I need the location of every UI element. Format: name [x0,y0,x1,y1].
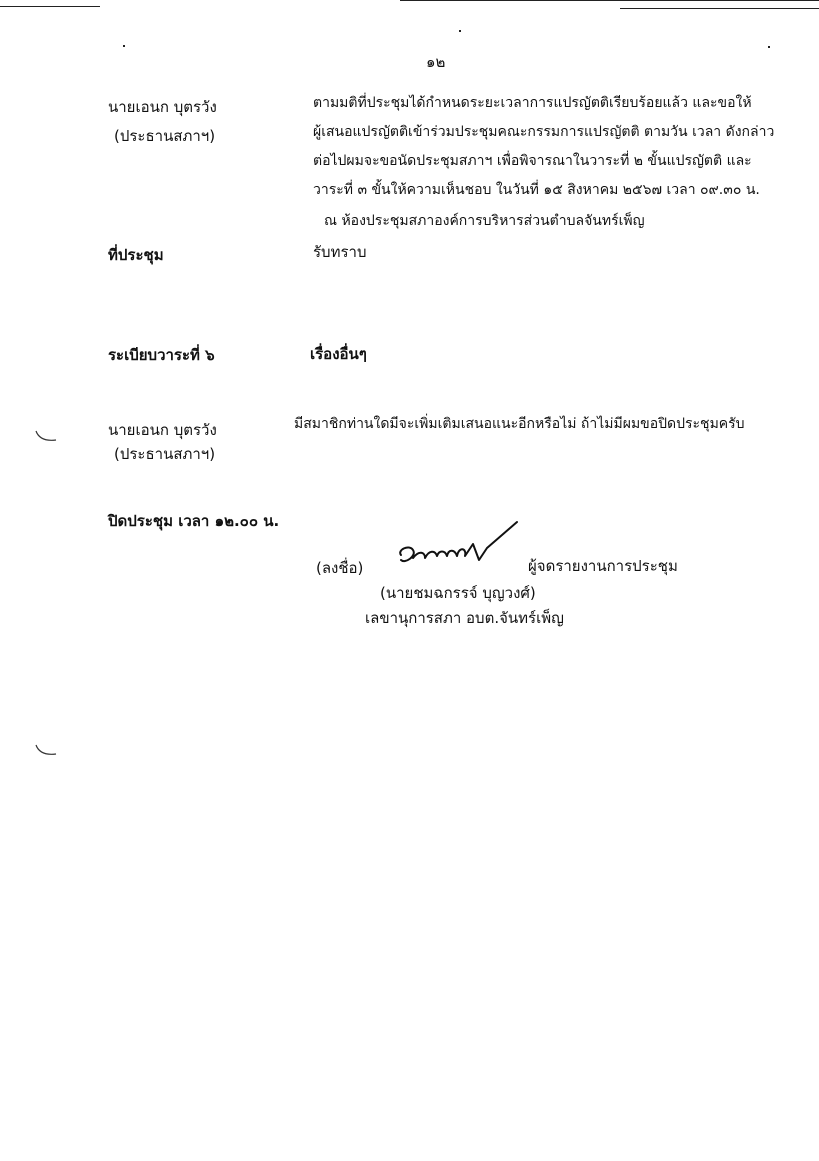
resolution-label: ที่ประชุม [108,246,164,264]
body-line: มีสมาชิกท่านใดมีจะเพิ่มเติมเสนอแนะอีกหรือไม่ ถ้าไม่มีผมขอปิดประชุมครับ [294,416,745,432]
sign-role: ผู้จดรายงานการประชุม [528,557,678,575]
sign-name: (นายชมฉกรรจ์ บุญวงศ์) [380,584,536,602]
resolution-text: รับทราบ [313,243,367,261]
speaker-name: นายเอนก บุตรวัง [108,421,217,439]
handwritten-signature [395,520,525,575]
body-line: ต่อไปผมจะขอนัดประชุมสภาฯ เพื่อพิจารณาในวาระที่ ๒ ขั้นแปรญัตติ และ [313,153,752,169]
scan-mark-hook [34,742,64,762]
body-line: ตามมติที่ประชุมได้กำหนดระยะเวลาการแปรญัตติเรียบร้อยแล้ว และขอให้ [313,95,752,111]
sign-prefix: (ลงชื่อ) [316,559,364,577]
closing-time: ปิดประชุม เวลา ๑๒.๐๐ น. [108,512,280,530]
body-line: วาระที่ ๓ ขั้นให้ความเห็นชอบ ในวันที่ ๑๕ สิงหาคม ๒๕๖๗ เวลา ๐๙.๓๐ น. [313,182,760,198]
sign-position: เลขานุการสภา อบต.จันทร์เพ็ญ [365,609,564,627]
scan-speck [768,46,770,48]
speaker-name: นายเอนก บุตรวัง [108,98,217,116]
scan-edge-line-right [400,0,819,1]
scan-speck [459,30,461,32]
agenda-title: เรื่องอื่นๆ [310,345,367,363]
speaker-role: (ประธานสภาฯ) [114,127,216,145]
page-number: ๑๒ [426,53,446,71]
scan-edge-line-left [0,6,100,7]
scan-edge-line-right-2 [620,8,819,9]
agenda-label: ระเบียบวาระที่ ๖ [108,346,215,364]
scan-mark-hook [34,428,64,448]
body-line: ณ ห้องประชุมสภาองค์การบริหารส่วนตำบลจันทร์เพ็ญ [324,213,645,229]
speaker-role: (ประธานสภาฯ) [114,445,216,463]
body-line: ผู้เสนอแปรญัตติเข้าร่วมประชุมคณะกรรมการแปรญัตติ ตามวัน เวลา ดังกล่าว [313,124,775,140]
scan-speck [123,45,125,47]
